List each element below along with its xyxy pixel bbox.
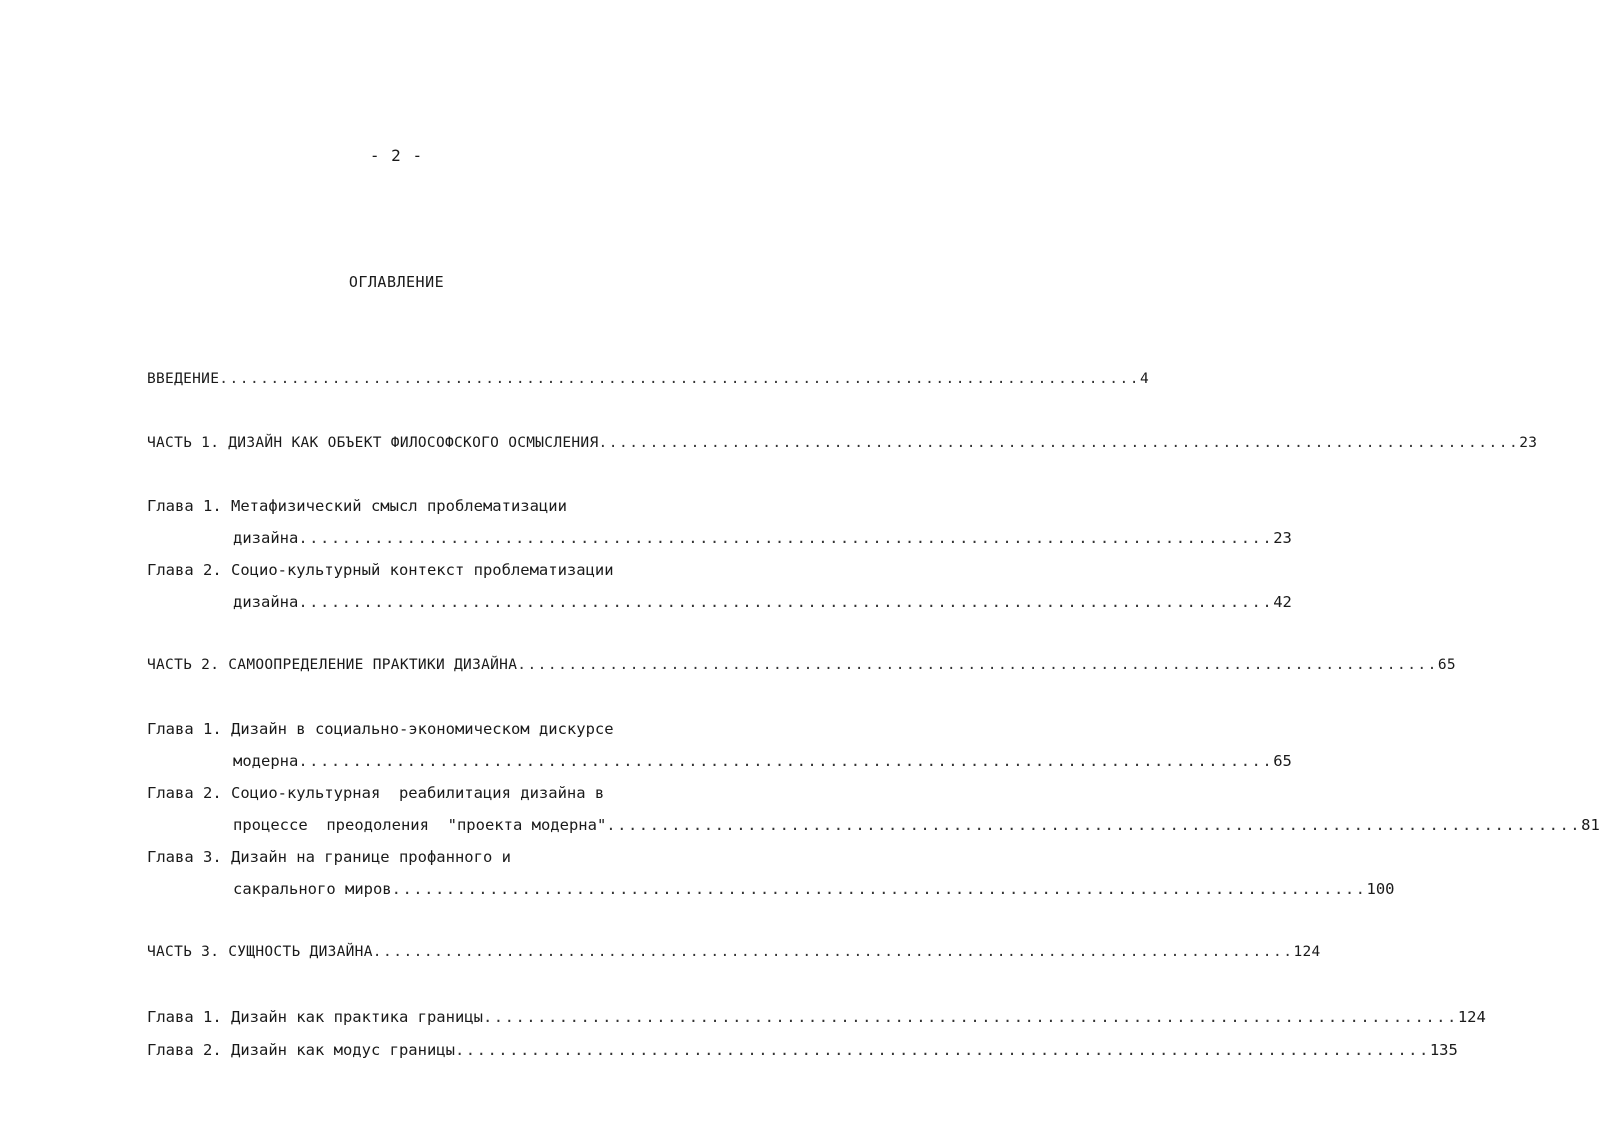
toc-leader-dots: .......................................................................................... bbox=[517, 657, 1438, 673]
toc-title: ОГЛАВЛЕНИЕ bbox=[348, 273, 445, 291]
toc-leader-dots: .......................................................................................... bbox=[298, 752, 1274, 770]
toc-entry-label: Глава 1. Дизайн как практика границы bbox=[147, 1008, 483, 1026]
toc-entry-label: сакрального миров bbox=[233, 880, 392, 898]
toc-entry-part2-ch2-line1: Глава 2. Социо-культурная реабилитация дизайна в bbox=[147, 784, 605, 802]
toc-entry-label: Глава 2. Дизайн как модус границы bbox=[147, 1041, 455, 1059]
toc-entry-label: ЧАСТЬ 3. СУЩНОСТЬ ДИЗАЙНА bbox=[147, 944, 373, 960]
toc-page-ref: 23 bbox=[1273, 529, 1292, 547]
toc-page-ref: 124 bbox=[1293, 944, 1321, 960]
toc-page-ref: 23 bbox=[1519, 435, 1538, 451]
toc-page-ref: 4 bbox=[1139, 371, 1149, 387]
toc-leader-dots: .......................................................................................... bbox=[598, 435, 1520, 451]
toc-entry-part3-ch2 bbox=[147, 1038, 1458, 1062]
toc-page-ref: 42 bbox=[1273, 593, 1292, 611]
page-number: - 2 - bbox=[369, 146, 424, 165]
toc-page-ref: 135 bbox=[1429, 1041, 1458, 1059]
toc-entry-part1-ch2 bbox=[233, 590, 1292, 614]
toc-page-ref: 65 bbox=[1273, 752, 1292, 770]
toc-leader-dots: .......................................................................................... bbox=[391, 880, 1367, 898]
toc-leader-dots: .......................................................................................... bbox=[606, 816, 1582, 834]
toc-page-ref: 65 bbox=[1437, 657, 1456, 673]
toc-entry-part2-ch2 bbox=[233, 813, 1600, 837]
toc-entry-label: дизайна bbox=[233, 593, 299, 611]
toc-entry-part3-ch1 bbox=[147, 1005, 1486, 1029]
toc-page-ref: 81 bbox=[1581, 816, 1600, 834]
toc-leader-dots: .......................................................................................... bbox=[298, 529, 1274, 547]
toc-entry-intro bbox=[147, 367, 1149, 391]
toc-entry-part2-ch1 bbox=[233, 749, 1292, 773]
toc-entry-part3 bbox=[147, 940, 1321, 964]
toc-page-ref: 124 bbox=[1457, 1008, 1486, 1026]
toc-entry-label: дизайна bbox=[233, 529, 299, 547]
toc-entry-label: ЧАСТЬ 1. ДИЗАЙН КАК ОБЪЕКТ ФИЛОСОФСКОГО ОСМЫСЛЕНИЯ bbox=[147, 435, 599, 451]
toc-page-ref: 100 bbox=[1366, 880, 1395, 898]
toc-leader-dots: .......................................................................................... bbox=[298, 593, 1274, 611]
toc-entry-part2-ch3-line1: Глава 3. Дизайн на границе профанного и bbox=[147, 848, 511, 866]
toc-leader-dots: .......................................................................................... bbox=[372, 944, 1294, 960]
toc-entry-label: процессе преодоления "проекта модерна" bbox=[233, 816, 607, 834]
toc-leader-dots: .......................................................................................... bbox=[454, 1041, 1430, 1059]
toc-entry-part1 bbox=[147, 431, 1538, 455]
toc-entry-label: ВВЕДЕНИЕ bbox=[147, 371, 220, 387]
toc-entry-part2 bbox=[147, 653, 1456, 677]
toc-entry-part2-ch1-line1: Глава 1. Дизайн в социально-экономическом дискурсе bbox=[147, 720, 614, 738]
toc-entry-part1-ch1-line1: Глава 1. Метафизический смысл проблематизации bbox=[147, 497, 567, 515]
toc-leader-dots: .......................................................................................... bbox=[219, 371, 1140, 387]
toc-entry-part1-ch2-line1: Глава 2. Социо-культурный контекст проблематизации bbox=[147, 561, 614, 579]
toc-entry-label: ЧАСТЬ 2. САМООПРЕДЕЛЕНИЕ ПРАКТИКИ ДИЗАЙНА bbox=[147, 657, 518, 673]
toc-leader-dots: .......................................................................................... bbox=[482, 1008, 1458, 1026]
toc-entry-label: модерна bbox=[233, 752, 299, 770]
toc-entry-part2-ch3 bbox=[233, 877, 1395, 901]
toc-entry-part1-ch1 bbox=[233, 526, 1292, 550]
